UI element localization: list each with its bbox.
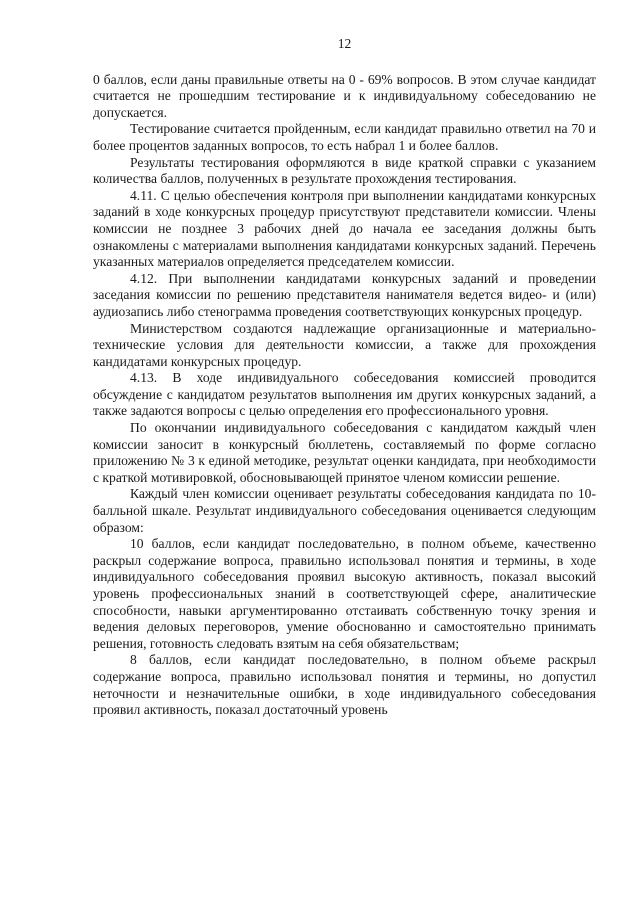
paragraph-scale: Каждый член комиссии оценивает результаты собеседования кандидата по 10-балльной шкале. Результат индивидуального собеседования оценивается следующим образом: bbox=[93, 486, 596, 535]
paragraph-10-points: 10 баллов, если кандидат последовательно, в полном объеме, качественно раскрыл содержание вопроса, правильно использовал понятия и термины, в ходе индивидуального собеседования проявил высокую активность, показал высокий уровень профессиональных знаний в соответствующей сфере, аналитические способности, навыки аргументированно отстаивать собственную точку зрения и ведения деловых переговоров, умение обоснованно и самостоятельно принимать решения, готовность следовать взятым на себя обязательствам; bbox=[93, 536, 596, 651]
paragraph-test-results: Результаты тестирования оформляются в виде краткой справки с указанием количества баллов, полученных в результате прохождения тестирования. bbox=[93, 154, 596, 187]
paragraph-ballot: По окончании индивидуального собеседования с кандидатом каждый член комиссии заносит в конкурсный бюллетень, составляемый по форме согласно приложению № 3 к единой методике, результат оценки кандидата, при необходимости с краткой мотивировкой, обосновывающей принятое членом комиссии решение. bbox=[93, 420, 596, 485]
paragraph-4-11: 4.11. С целью обеспечения контроля при выполнении кандидатами конкурсных заданий в ходе конкурсных процедур присутствуют представители комиссии. Члены комиссии не позднее 3 рабочих дней до начала ее заседания должны быть ознакомлены с материалами выполнения кандидатами конкурсных заданий. Перечень указанных материалов определяется председателем комиссии. bbox=[93, 187, 596, 270]
page-number: 12 bbox=[337, 36, 352, 51]
paragraph-ministry-conditions: Министерством создаются надлежащие организационные и материально-технические условия для деятельности комиссии, а также для прохождения кандидатами конкурсных процедур. bbox=[93, 320, 596, 369]
paragraph-test-zero-points: 0 баллов, если даны правильные ответы на 0 - 69% вопросов. В этом случае кандидат считается не прошедшим тестирование и к индивидуальному собеседованию не допускается. bbox=[93, 71, 596, 120]
paragraph-4-12: 4.12. При выполнении кандидатами конкурсных заданий и проведении заседания комиссии по решению представителя нанимателя ведется видео- и (или) аудиозапись либо стенограмма проведения соответствующих конкурсных процедур. bbox=[93, 270, 596, 319]
paragraph-8-points: 8 баллов, если кандидат последовательно, в полном объеме раскрыл содержание вопроса, правильно использовал понятия и термины, но допустил неточности и незначительные ошибки, в ходе индивидуального собеседования проявил активность, показал достаточный уровень bbox=[93, 652, 596, 718]
paragraph-4-13: 4.13. В ходе индивидуального собеседования комиссией проводится обсуждение с кандидатом результатов выполнения им других конкурсных заданий, а также задаются вопросы с целью определения его профессионального уровня. bbox=[93, 370, 596, 419]
paragraph-test-passed: Тестирование считается пройденным, если кандидат правильно ответил на 70 и более процентов заданных вопросов, то есть набрал 1 и более баллов. bbox=[93, 121, 596, 153]
